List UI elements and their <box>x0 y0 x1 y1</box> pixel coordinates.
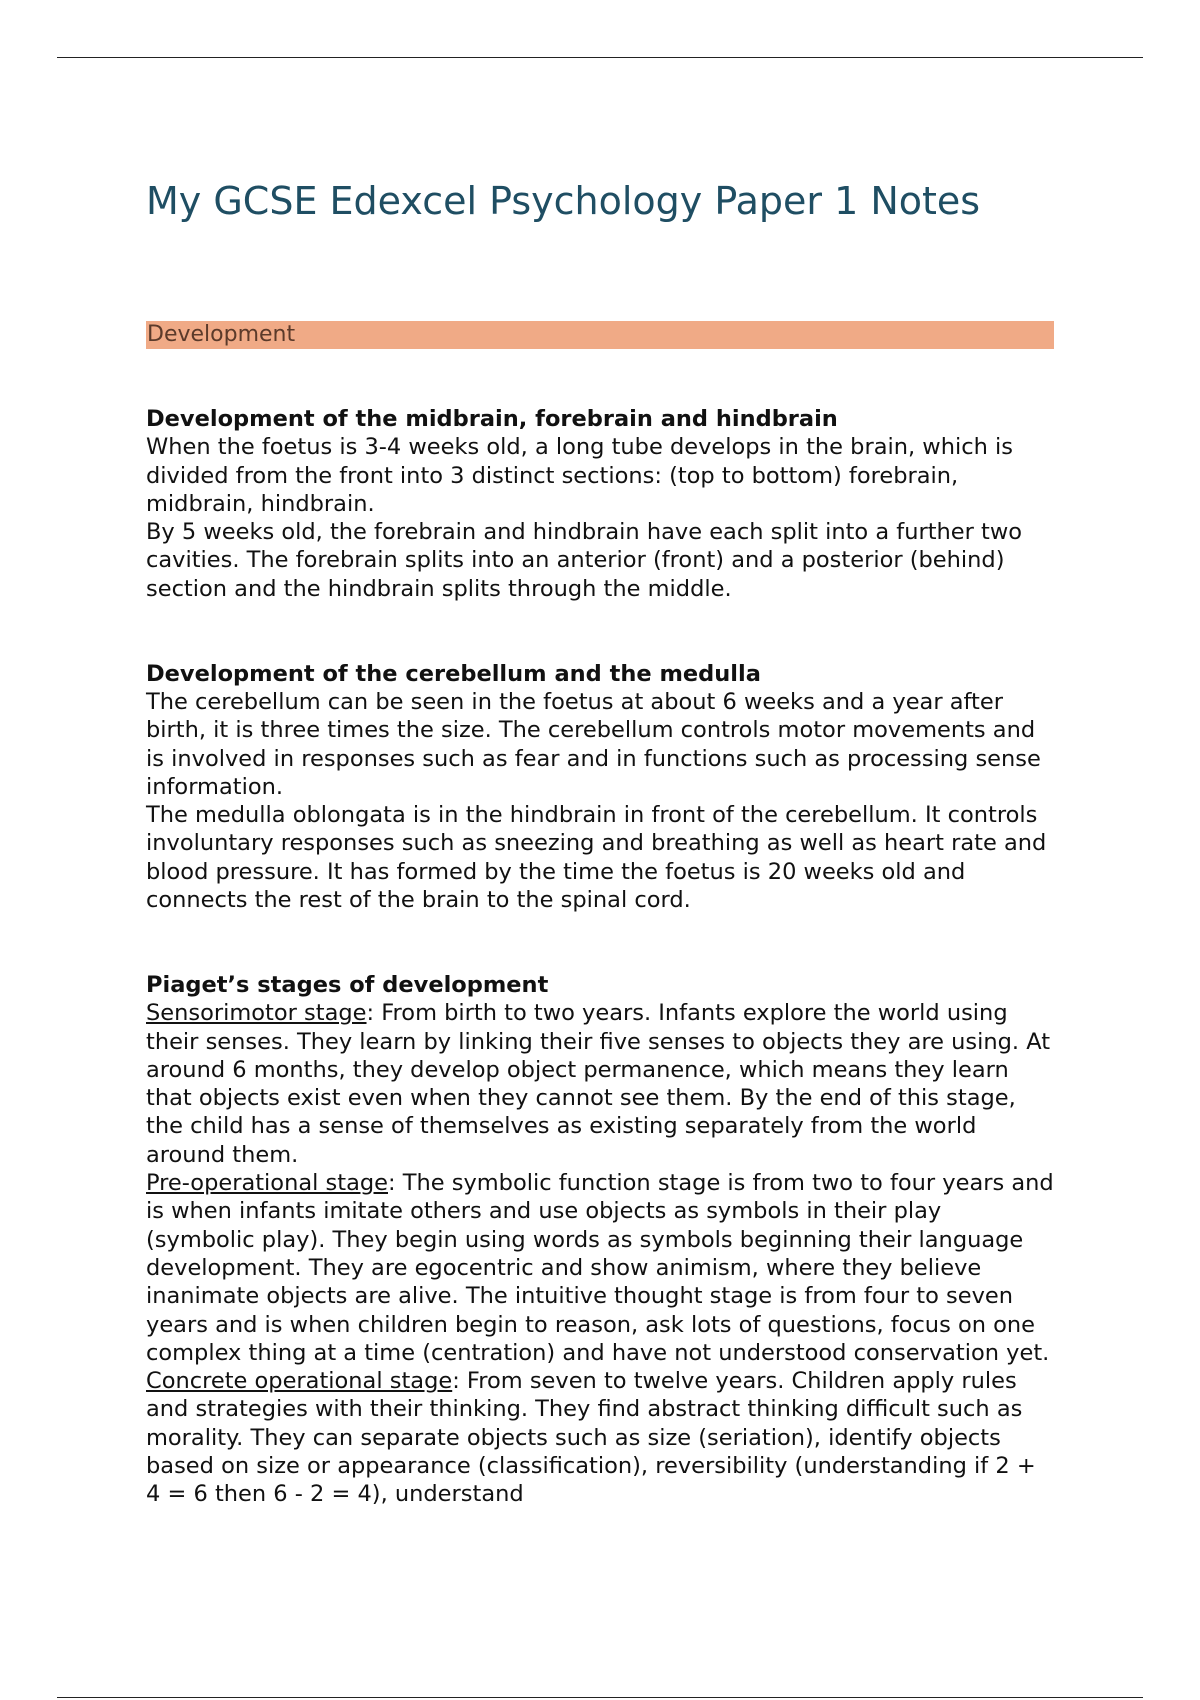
paragraph: By 5 weeks old, the forebrain and hindbrain have each split into a further two cavities. The forebrain splits into an anterior (front) and a posterior (behind) section and the hindbrain splits through the middle. <box>146 519 1023 602</box>
block-heading: Development of the midbrain, forebrain and hindbrain <box>146 406 838 432</box>
document-title: My GCSE Edexcel Psychology Paper 1 Notes <box>146 179 981 223</box>
stage-label: Concrete operational stage <box>146 1368 453 1395</box>
stage-label: Sensorimotor stage <box>146 1000 367 1027</box>
page-top-rule <box>57 57 1143 58</box>
stage-text: : The symbolic function stage is from two to four years and is when infants imitate others and use objects as symbols in their play (symbolic play). They begin using words as symbols beginning their language development. They are egocentric and show animism, where they believe inanimate objects are alive. The intuitive thought stage is from four to seven years and is when children begin to reason, ask lots of questions, focus on one complex thing at a time (centration) and have not understood conservation yet. <box>146 1170 1054 1366</box>
paragraph: The medulla oblongata is in the hindbrain in front of the cerebellum. It controls involuntary responses such as sneezing and breathing as well as heart rate and blood pressure. It has formed by the time the foetus is 20 weeks old and connects the rest of the brain to the spinal cord. <box>146 802 1047 914</box>
stage-text: : From birth to two years. Infants explore the world using their senses. They learn by linking their five senses to objects they are using. At around 6 months, they develop object permanence, which means they learn that objects exist even when they cannot see them. By the end of this stage, the child has a sense of themselves as existing separately from the world around them. <box>146 1000 1051 1168</box>
section-heading: Development <box>147 322 296 347</box>
stage-text: : From seven to twelve years. Children apply rules and strategies with their thinking. They find abstract thinking difficult such as morality. They can separate objects such as size (seriation), identify objects based on size or appearance (classification), reversibility (understanding if 2 + 4 = 6 then 6 - 2 = 4), understand <box>146 1368 1036 1508</box>
paragraph: The cerebellum can be seen in the foetus at about 6 weeks and a year after birth, it is three times the size. The cerebellum controls motor movements and is involved in responses such as fear and in functions such as processing sense information. <box>146 688 1041 800</box>
section-banner <box>146 321 1054 349</box>
document-body <box>146 405 1056 1565</box>
block-heading: Piaget’s stages of development <box>146 971 549 998</box>
block-cerebellum-medulla <box>146 660 1056 915</box>
block-midbrain-forebrain-hindbrain <box>146 405 1056 603</box>
stage-label: Pre-operational stage <box>146 1170 388 1197</box>
paragraph: When the foetus is 3-4 weeks old, a long tube develops in the brain, which is divided from the front into 3 distinct sections: (top to bottom) forebrain, midbrain, hindbrain. <box>146 434 1013 517</box>
stage-sensorimotor <box>146 999 1056 1169</box>
stage-concrete-operational <box>146 1367 1056 1508</box>
block-heading: Development of the cerebellum and the medulla <box>146 660 761 687</box>
stage-pre-operational <box>146 1169 1056 1367</box>
page-bottom-rule <box>57 1697 1143 1698</box>
block-piaget-stages <box>146 971 1056 1509</box>
